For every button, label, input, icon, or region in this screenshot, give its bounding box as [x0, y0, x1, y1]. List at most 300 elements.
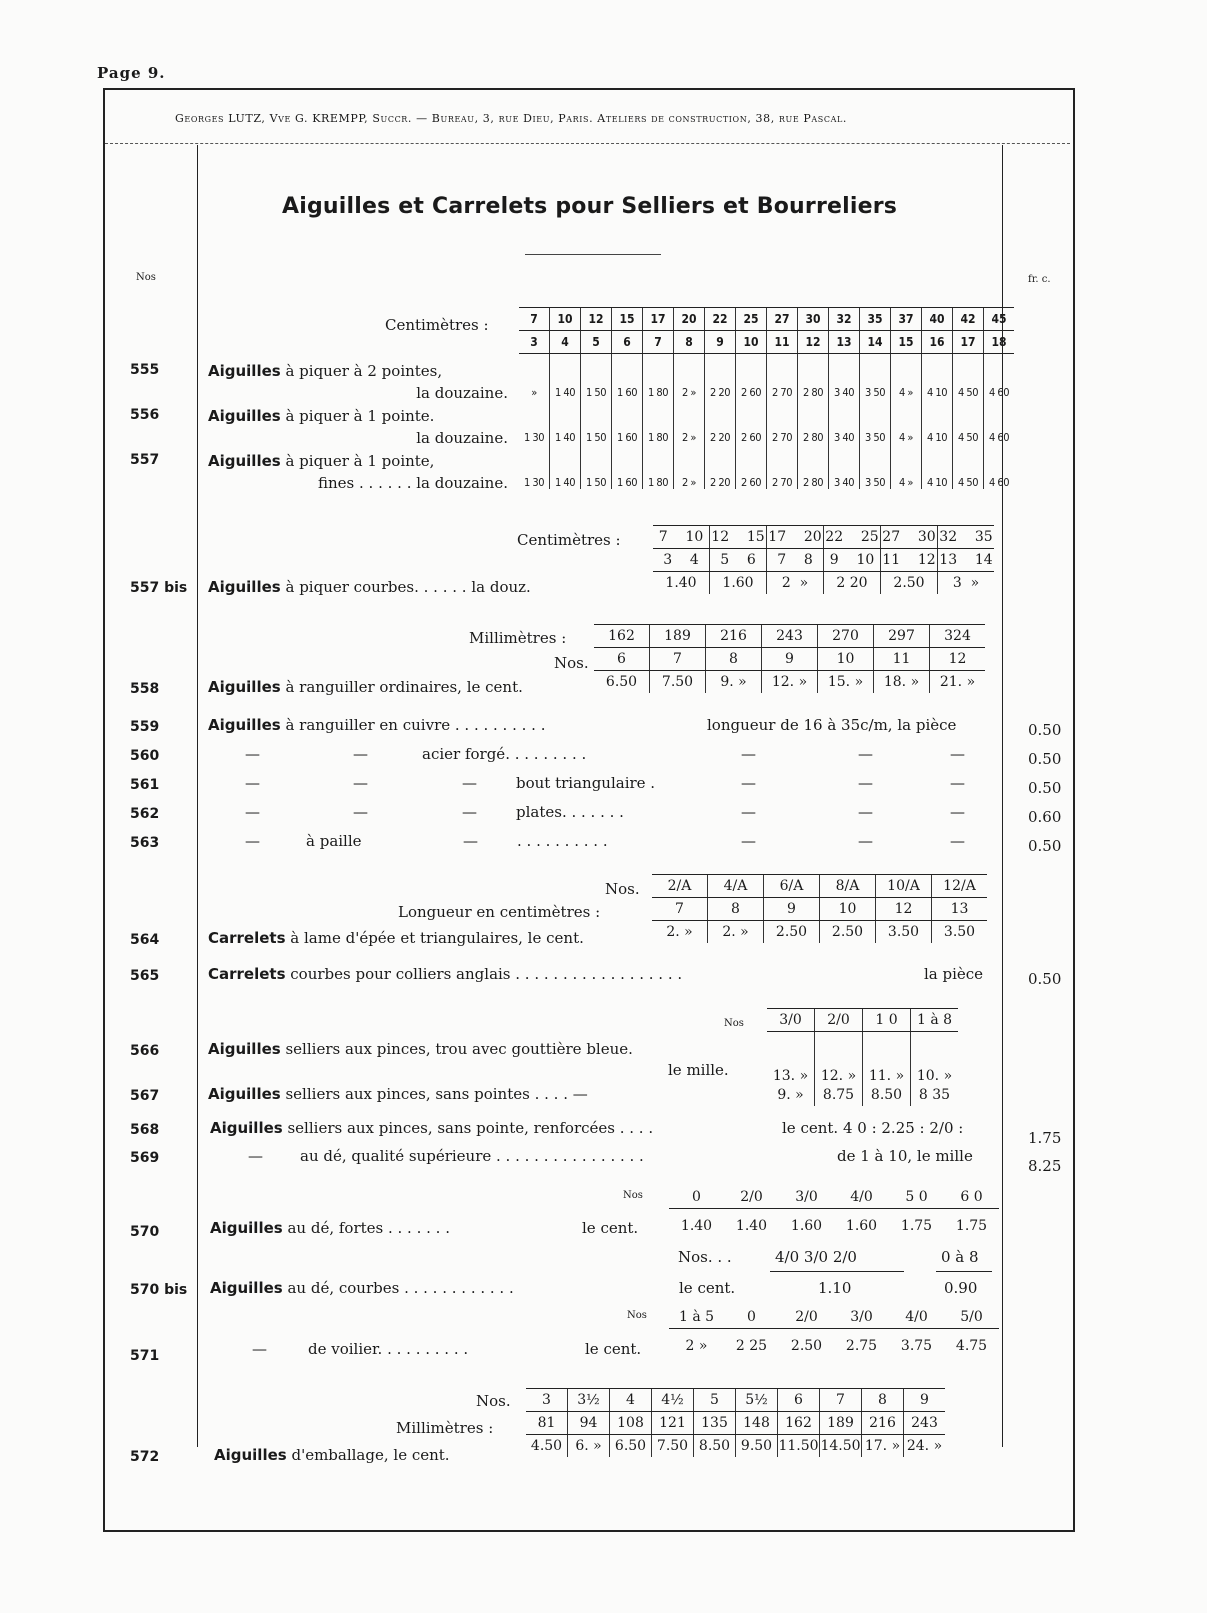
nos-header-cell: 14 [860, 331, 891, 354]
t7-nos-range: 0 à 8 [941, 1248, 979, 1266]
nos-header-cell: 1 à 5 [669, 1306, 724, 1329]
price-cell: 8.75 [815, 1084, 863, 1106]
cm-header-cell: 35 [860, 308, 891, 331]
item-name: Aiguilles [210, 1219, 283, 1237]
t4-nos-label: Nos. [605, 880, 640, 898]
item-unit: de 1 à 10, le mille [837, 1147, 973, 1165]
item-desc-text: selliers aux pinces, sans pointe, renforcées . . . . [282, 1119, 654, 1137]
price-cell: 4 50 [953, 354, 984, 400]
cm-header-cell: 27 30 [881, 526, 938, 549]
price-cell: 4 » [891, 399, 922, 444]
mm-header-cell: 108 [610, 1412, 652, 1435]
cm-header-cell: 12 15 [710, 526, 767, 549]
price-cell: 8.50 [694, 1435, 736, 1458]
price-cell: 1 40 [550, 444, 581, 489]
item-name: Aiguilles [208, 1085, 281, 1103]
nos-header-cell: 6 [778, 1389, 820, 1412]
nos-header-cell: 4 [610, 1389, 652, 1412]
price-cell: 1 40 [550, 399, 581, 444]
mm-header-cell: 243 [904, 1412, 946, 1435]
nos-header-cell: 4/A [708, 875, 764, 898]
ditto-mark: — [353, 774, 368, 792]
nos-header-cell: 3 [519, 331, 550, 354]
header: Georges LUTZ, Vve G. KREMPP, Succr. — Bureau, 3, rue Dieu, Paris. Ateliers de construction, 38, rue Pascal. [175, 112, 847, 125]
price-cell: 2.50 [764, 921, 820, 944]
item-number: 568 [130, 1122, 160, 1138]
price-cell: 4 60 [984, 399, 1015, 444]
price-cell: 1 50 [581, 354, 612, 400]
nos-header-cell: 9 [705, 331, 736, 354]
item-desc-text: à ranguiller ordinaires, le cent. [280, 678, 523, 696]
item-desc: . . . . . . . . . . [517, 832, 608, 850]
t3-mm-label: Millimètres : [469, 629, 567, 647]
price-cell: 1.60 [790, 1218, 823, 1234]
price-cell: 14.50 [820, 1435, 862, 1458]
nos-header-cell: 9 10 [824, 549, 881, 572]
price-cell: 4 10 [922, 354, 953, 400]
price-cell: 12. » [815, 1032, 863, 1085]
t4-cm-label: Longueur en centimètres : [398, 903, 601, 921]
item-desc-text: courbes pour colliers anglais . . . . . . . . . . . . . . . . . . [285, 965, 683, 983]
price-cell: 24. » [904, 1435, 946, 1458]
nos-header-cell: 10/A [876, 875, 932, 898]
nos-header-cell: 6 [594, 648, 650, 671]
item-name: Carrelets [208, 929, 286, 947]
price-cell: 6.50 [610, 1435, 652, 1458]
t7-rule [936, 1271, 992, 1272]
price-cell: 2 70 [767, 444, 798, 489]
nos-header-cell: 8/A [820, 875, 876, 898]
nos-header-cell: 0 [669, 1186, 724, 1209]
nos-header-cell: 5/0 [944, 1306, 999, 1329]
price-cell: 2 60 [736, 444, 767, 489]
item-number: 560 [130, 748, 160, 764]
price-cell: 2.50 [820, 921, 876, 944]
nos-header-cell: 10 [736, 331, 767, 354]
price-cell: 11. » [863, 1032, 911, 1085]
t7-nos-group: 4/0 3/0 2/0 [775, 1248, 857, 1266]
nos-header-cell: 13 14 [938, 549, 995, 572]
price-cell: 1 30 [523, 431, 545, 444]
nos-header-cell: 7 [820, 1389, 862, 1412]
item-desc-text: à piquer à 1 pointe, [280, 452, 435, 470]
price-cell: 3 50 [860, 354, 891, 400]
item-name: Carrelets [208, 965, 286, 983]
ditto-mark: — [858, 832, 873, 850]
ditto-mark: — [741, 745, 756, 763]
item-number: 567 [130, 1088, 160, 1104]
item-unit: le cent. 4 0 : 2.25 : 2/0 : [782, 1119, 964, 1137]
nos-header-cell: 6 [612, 331, 643, 354]
price-cell: 1 50 [581, 399, 612, 444]
nos-header-cell: 1 0 [863, 1009, 911, 1032]
price-cell: 4 10 [922, 399, 953, 444]
nos-header-cell: 2/0 [779, 1306, 834, 1329]
nos-header-cell: 6/A [764, 875, 820, 898]
mm-header-cell: 189 [820, 1412, 862, 1435]
cm-header-cell: 45 [984, 308, 1015, 331]
cm-header-cell: 22 [705, 308, 736, 331]
page-label: Page 9. [97, 64, 166, 82]
ditto-mark: — [950, 832, 965, 850]
t6-table [669, 1186, 999, 1243]
cm-header-cell: 15 [612, 308, 643, 331]
price-cell: 17. » [862, 1435, 904, 1458]
mm-header-cell: 216 [862, 1412, 904, 1435]
item-unit: la douzaine. [416, 429, 508, 447]
price-cell: 3 50 [860, 444, 891, 489]
price-cell: 2 » [674, 444, 705, 489]
item-price: 0.60 [1028, 808, 1062, 826]
price-cell: 4.75 [955, 1338, 988, 1354]
t9-mm-label: Millimètres : [396, 1419, 494, 1437]
cm-header-cell: 17 20 [767, 526, 824, 549]
item-desc [210, 1279, 514, 1297]
item-price: 0.50 [1028, 721, 1062, 739]
nos-header-cell: 7 [650, 648, 706, 671]
price-cell: 2 » [674, 354, 705, 400]
ditto-mark: — [353, 745, 368, 763]
nos-header-cell: 10 [818, 648, 874, 671]
item-number: 555 [130, 362, 160, 378]
mm-header-cell: 94 [568, 1412, 610, 1435]
price-cell: 4.50 [530, 1438, 563, 1454]
cm-header-cell: 12 [876, 898, 932, 921]
cm-header-cell: 20 [674, 308, 705, 331]
item-number: 558 [130, 681, 160, 697]
item-number: 556 [130, 407, 160, 423]
ditto-mark: — [741, 774, 756, 792]
nos-header-cell: 4 [550, 331, 581, 354]
item-desc: acier forgé. . . . . . . . . [422, 745, 587, 763]
item-desc-text: selliers aux pinces, trou avec gouttière bleue. [280, 1040, 633, 1058]
item-name: Aiguilles [210, 1119, 283, 1137]
item-number: 563 [130, 835, 160, 851]
item-name: Aiguilles [208, 362, 281, 380]
item-number: 571 [130, 1348, 160, 1364]
price-cell: 1 60 [612, 399, 643, 444]
ditto-mark: — [245, 803, 260, 821]
item-desc-text: à lame d'épée et triangulaires, le cent. [285, 929, 584, 947]
mm-header-cell: 121 [652, 1412, 694, 1435]
item-desc [208, 578, 531, 596]
price-cell: 3 » [938, 572, 995, 595]
price-cell: 2 » [674, 399, 705, 444]
nos-header-cell: 9 [762, 648, 818, 671]
cm-header-cell: 40 [922, 308, 953, 331]
mm-header-cell: 324 [930, 625, 986, 648]
item-desc-text: à ranguiller en cuivre . . . . . . . . . . [280, 716, 546, 734]
t1-table [519, 307, 1014, 489]
item-price: 0.50 [1028, 970, 1062, 988]
item-unit: le cent. [679, 1279, 736, 1297]
ditto-mark: — [248, 1147, 263, 1165]
ditto-mark: — [950, 745, 965, 763]
nos-header-cell: 1 à 8 [911, 1009, 959, 1032]
item-desc [208, 407, 434, 425]
nos-header-cell: 9 [904, 1389, 946, 1412]
nos-header-cell: 16 [922, 331, 953, 354]
mm-header-cell: 162 [594, 625, 650, 648]
nos-header-cell: 3½ [568, 1389, 610, 1412]
col-nos-label: Nos [136, 272, 156, 283]
price-cell: 1 30 [523, 476, 545, 489]
t9-table [526, 1388, 945, 1457]
item-desc: au dé, qualité supérieure . . . . . . . . . . . . . . . . [300, 1147, 644, 1165]
item-desc: à paille [306, 832, 362, 850]
header-rule [105, 143, 1070, 144]
t8-nos-label: Nos [627, 1310, 647, 1321]
nos-header-cell: 3/0 [779, 1186, 834, 1209]
item-price: 1.75 [1028, 1129, 1062, 1147]
ditto-mark: — [741, 803, 756, 821]
item-desc [208, 1040, 633, 1058]
ditto-mark: — [353, 803, 368, 821]
price-cell: 2 60 [736, 399, 767, 444]
price-cell: 4 60 [984, 444, 1015, 489]
page-title: Aiguilles et Carrelets pour Selliers et Bourreliers [282, 194, 898, 219]
price-cell: 2 80 [798, 399, 829, 444]
item-desc: bout triangulaire . [516, 774, 656, 792]
col-price-label: fr. c. [1028, 274, 1051, 285]
nos-header-cell: 7 [643, 331, 674, 354]
nos-header-cell: 11 [767, 331, 798, 354]
price-cell: 9.50 [736, 1435, 778, 1458]
t5-table [767, 1008, 958, 1106]
item-desc: plates. . . . . . . [516, 803, 624, 821]
cm-header-cell: 32 [829, 308, 860, 331]
price-cell: 3 40 [829, 444, 860, 489]
nos-header-cell: 3 [526, 1389, 568, 1412]
item-number: 559 [130, 719, 160, 735]
price-cell: 6.50 [605, 674, 638, 690]
ditto-mark: — [462, 803, 477, 821]
price-cell: 1.40 [680, 1218, 713, 1234]
title-rule [525, 254, 661, 255]
price-cell: 3 40 [829, 354, 860, 400]
price-cell: 9. » [777, 1087, 804, 1103]
price-cell: 2 20 [705, 354, 736, 400]
item-unit: la douzaine. [416, 384, 508, 402]
nos-header-cell: 3/0 [834, 1306, 889, 1329]
item-desc: de voilier. . . . . . . . . . [308, 1340, 469, 1358]
t4-table [652, 874, 987, 943]
nos-header-cell: 2/0 [724, 1186, 779, 1209]
price-cell: 15. » [818, 671, 874, 694]
nos-header-cell: 2/0 [815, 1009, 863, 1032]
t3-nos-label: Nos. [554, 654, 589, 672]
price-cell: 10. » [911, 1032, 959, 1085]
price-cell: 13. » [772, 1068, 809, 1084]
t1-cm-label: Centimètres : [385, 316, 489, 334]
item-name: Aiguilles [208, 716, 281, 734]
cm-header-cell: 27 [767, 308, 798, 331]
ditto-mark: — [462, 774, 477, 792]
mm-header-cell: 189 [650, 625, 706, 648]
item-number: 557 [130, 452, 160, 468]
price-cell: 4 60 [984, 354, 1015, 400]
item-price: 8.25 [1028, 1157, 1062, 1175]
nos-header-cell: 18 [984, 331, 1015, 354]
cm-header-cell: 8 [708, 898, 764, 921]
price-cell: 2 60 [736, 354, 767, 400]
nos-header-cell: 8 [862, 1389, 904, 1412]
price-cell: 1 50 [581, 444, 612, 489]
left-column-rule [197, 145, 198, 1447]
ditto-mark: — [245, 745, 260, 763]
item-number: 557 bis [130, 580, 188, 596]
cm-header-cell: 7 10 [653, 526, 710, 549]
price-cell: 3.50 [876, 921, 932, 944]
price-cell: 18. » [874, 671, 930, 694]
item-unit: longueur de 16 à 35c/m, la pièce [707, 716, 957, 734]
nos-header-cell: 5 [581, 331, 612, 354]
t8-table [669, 1306, 999, 1363]
item-desc-text: d'emballage, le cent. [286, 1446, 450, 1464]
cm-header-cell: 12 [581, 308, 612, 331]
nos-header-cell: 12 [798, 331, 829, 354]
price-cell: 2 20 [705, 399, 736, 444]
ditto-mark: — [252, 1340, 267, 1358]
price-cell: 2 25 [735, 1338, 768, 1354]
price-cell: 2 » [767, 572, 824, 595]
cm-header-cell: 37 [891, 308, 922, 331]
price-cell: 2 70 [767, 399, 798, 444]
mm-header-cell: 297 [874, 625, 930, 648]
t3-table [594, 624, 985, 693]
ditto-mark: — [741, 832, 756, 850]
cm-header-cell: 13 [932, 898, 988, 921]
price-cell: 2.50 [881, 572, 938, 595]
nos-header-cell: 3/0 [767, 1009, 815, 1032]
nos-header-cell: 8 [706, 648, 762, 671]
item-unit: la pièce [924, 965, 984, 983]
t7-nos-label: Nos. . . [678, 1248, 732, 1266]
price-cell: 1 80 [643, 354, 674, 400]
price-cell: 1 80 [643, 399, 674, 444]
cm-header-cell: 17 [643, 308, 674, 331]
nos-header-cell: 8 [674, 331, 705, 354]
mm-header-cell: 135 [694, 1412, 736, 1435]
item-number: 572 [130, 1449, 160, 1465]
ditto-mark: — [858, 803, 873, 821]
price-cell: 1 80 [643, 444, 674, 489]
item-number: 570 bis [130, 1282, 188, 1298]
mm-header-cell: 148 [736, 1412, 778, 1435]
cm-header-cell: 30 [798, 308, 829, 331]
item-desc [208, 452, 434, 470]
price-cell: 2 20 [824, 572, 881, 595]
price-cell: 2. » [708, 921, 764, 944]
item-desc-text: à piquer à 1 pointe. [280, 407, 435, 425]
item-number: 562 [130, 806, 160, 822]
price-cell: » [531, 386, 537, 399]
price-cell: 8.50 [863, 1084, 911, 1106]
item-unit: le cent. [582, 1219, 639, 1237]
cm-header-cell: 32 35 [938, 526, 995, 549]
nos-header-cell: 11 [874, 648, 930, 671]
price-cell: 1.60 [710, 572, 767, 595]
item-desc-text: selliers aux pinces, sans pointes . . . . — [280, 1085, 588, 1103]
ditto-mark: — [858, 745, 873, 763]
item-name: Aiguilles [208, 407, 281, 425]
ditto-mark: — [245, 774, 260, 792]
nos-header-cell: 12 [930, 648, 986, 671]
price-cell: 2 20 [705, 444, 736, 489]
item-desc [208, 929, 584, 947]
item-number: 564 [130, 932, 160, 948]
price-cell: 2 80 [798, 354, 829, 400]
item-desc [208, 678, 523, 696]
price-cell: 2. » [666, 924, 693, 940]
price-cell: 1 60 [612, 354, 643, 400]
cm-header-cell: 22 25 [824, 526, 881, 549]
nos-header-cell: 12/A [932, 875, 988, 898]
price-cell: 1.40 [735, 1218, 768, 1234]
price-cell: 3.50 [932, 921, 988, 944]
price-cell: 1.40 [665, 575, 697, 591]
t7-value: 0.90 [944, 1279, 978, 1297]
nos-header-cell: 5 0 [889, 1186, 944, 1209]
item-number: 566 [130, 1043, 160, 1059]
item-desc-text: à piquer courbes. . . . . . la douz. [285, 578, 531, 596]
item-desc [208, 965, 682, 983]
mm-header-cell: 270 [818, 625, 874, 648]
item-price: 0.50 [1028, 750, 1062, 768]
nos-header-cell: 7 8 [767, 549, 824, 572]
t7-value: 1.10 [818, 1279, 852, 1297]
item-price: 0.50 [1028, 779, 1062, 797]
price-cell: 7.50 [652, 1435, 694, 1458]
t2-table [653, 525, 994, 594]
nos-header-cell: 17 [953, 331, 984, 354]
cm-header-cell: 25 [736, 308, 767, 331]
cm-header-cell: 10 [550, 308, 581, 331]
nos-header-cell: 4/0 [889, 1306, 944, 1329]
ditto-mark: — [950, 803, 965, 821]
nos-header-cell: 4/0 [834, 1186, 889, 1209]
t5-nos-label: Nos [724, 1018, 744, 1029]
nos-header-cell: 5 6 [710, 549, 767, 572]
nos-header-cell: 2/A [652, 875, 708, 898]
mm-header-cell: 216 [706, 625, 762, 648]
price-cell: 6. » [568, 1435, 610, 1458]
item-number: 569 [130, 1150, 160, 1166]
nos-header-cell: 11 12 [881, 549, 938, 572]
price-cell: 12. » [762, 671, 818, 694]
price-cell: 1 40 [550, 354, 581, 400]
item-number: 570 [130, 1224, 160, 1240]
price-cell: 7.50 [650, 671, 706, 694]
item-desc-text: au dé, courbes . . . . . . . . . . . . [282, 1279, 514, 1297]
item-name: Aiguilles [214, 1446, 287, 1464]
nos-header-cell: 13 [829, 331, 860, 354]
price-cell: 3 50 [860, 399, 891, 444]
item-name: Aiguilles [208, 578, 281, 596]
t7-rule [770, 1271, 904, 1272]
item-desc [208, 1085, 588, 1103]
price-cell: 3 40 [829, 399, 860, 444]
price-cell: 1.75 [955, 1218, 988, 1234]
item-name: Aiguilles [208, 1040, 281, 1058]
cm-header-cell: 10 [820, 898, 876, 921]
mm-header-cell: 162 [778, 1412, 820, 1435]
t2-cm-label: Centimètres : [517, 531, 621, 549]
nos-header-cell: 3 4 [653, 549, 710, 572]
nos-header-cell: 0 [724, 1306, 779, 1329]
price-cell: 2 80 [798, 444, 829, 489]
price-cell: 11.50 [778, 1435, 820, 1458]
